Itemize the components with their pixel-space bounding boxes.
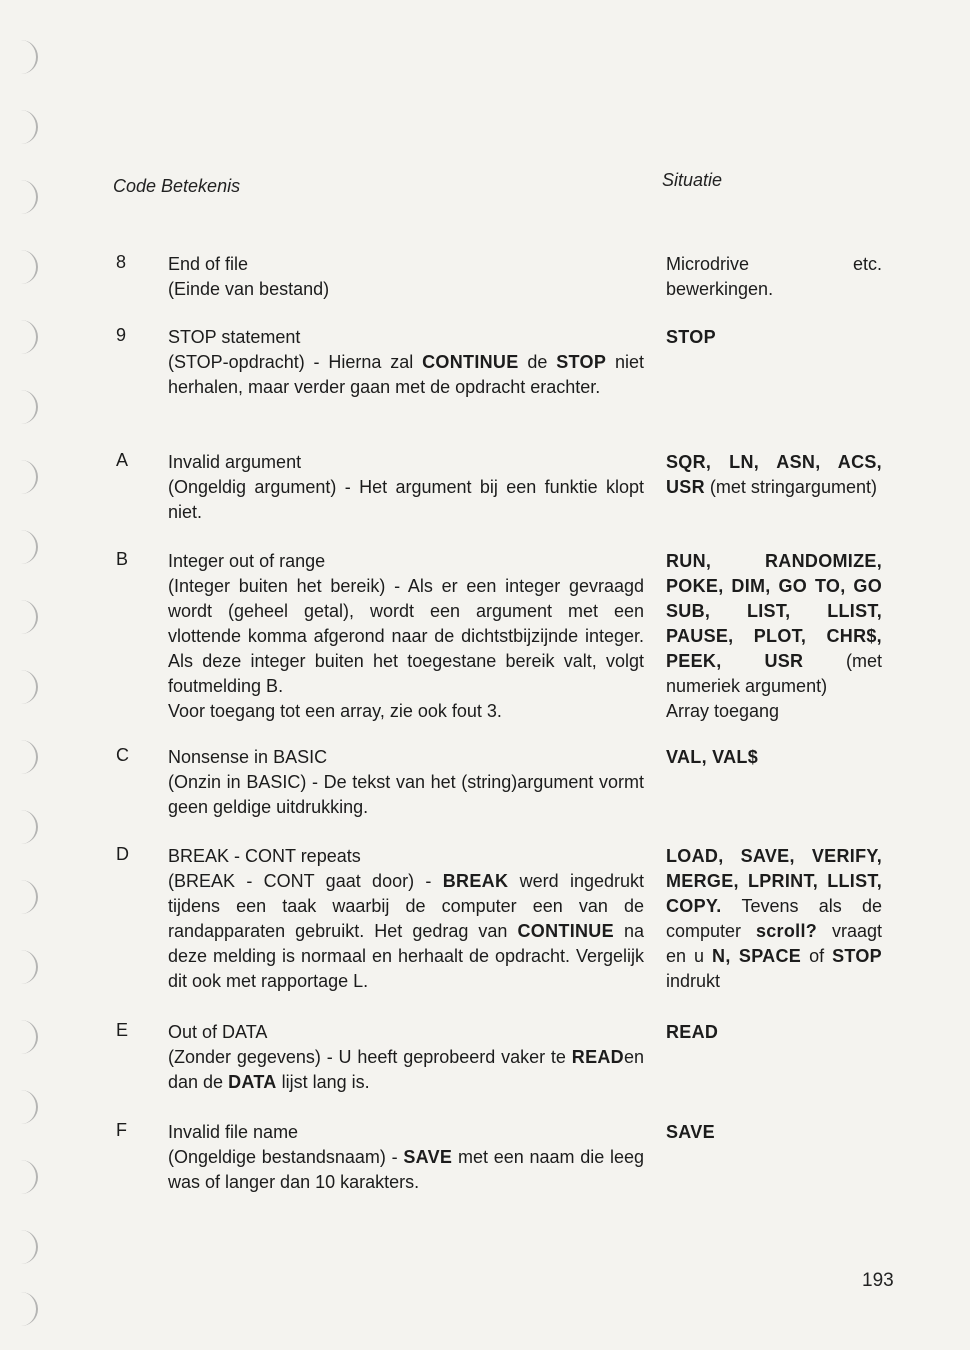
keyword-text: N, SPACE <box>712 946 802 966</box>
error-explanation <box>168 770 644 820</box>
keyword-text: STOP <box>666 327 716 347</box>
text-run: of <box>801 946 833 966</box>
error-code: 9 <box>116 325 127 345</box>
error-description <box>168 450 644 525</box>
text-run: (Ongeldige bestandsnaam) - <box>168 1147 404 1167</box>
error-description <box>168 1120 644 1195</box>
error-situation <box>666 1020 882 1045</box>
error-code: 8 <box>116 252 127 272</box>
error-description <box>168 1020 644 1095</box>
error-description <box>168 844 644 994</box>
text-run: (STOP-opdracht) - Hierna zal <box>168 352 423 372</box>
text-run: Microdrive etc. bewerkingen. <box>666 254 882 299</box>
error-title: BREAK - CONT repeats <box>168 846 361 866</box>
binding-ring <box>12 320 38 354</box>
error-title: Integer out of range <box>168 551 326 571</box>
binding-ring <box>12 40 38 74</box>
error-title: End of file <box>168 254 249 274</box>
text-run: en dan de <box>168 1047 644 1092</box>
text-run: de <box>518 352 557 372</box>
error-explanation <box>168 475 644 525</box>
error-code: F <box>116 1120 127 1140</box>
text-run: na deze melding is normaal en herhaalt de opdracht. Vergelijk dit ook met rapportage L. <box>168 921 644 991</box>
error-title: Invalid file name <box>168 1122 299 1142</box>
keyword-text: DATA <box>228 1072 277 1092</box>
error-situation <box>666 252 882 302</box>
binding-ring <box>12 110 38 144</box>
keyword-text: RUN, RANDOMIZE, POKE, DIM, GO TO, GO SUB, LIST, LLIST, PAUSE, PLOT, CHR$, PEEK, USR <box>666 551 882 671</box>
binding-ring <box>12 1230 38 1264</box>
binding-ring <box>12 390 38 424</box>
keyword-text: scroll? <box>755 921 818 941</box>
text-run: Voor toegang tot een array, zie ook fout 3. <box>168 701 502 721</box>
keyword-text: READ <box>666 1022 719 1042</box>
text-run: (met stringargument) <box>704 477 877 497</box>
keyword-text: BREAK <box>442 871 509 891</box>
ring-binding-holes <box>12 30 52 1330</box>
keyword-text: LOAD, SAVE, VERIFY, MERGE, LPRINT, LLIST, COPY. <box>666 846 882 916</box>
error-situation <box>666 844 882 994</box>
keyword-text: SAVE <box>666 1122 715 1142</box>
binding-ring <box>12 670 38 704</box>
binding-ring <box>12 810 38 844</box>
keyword-text: STOP <box>556 352 607 372</box>
error-title: Invalid argument <box>168 452 302 472</box>
error-situation <box>666 549 882 724</box>
binding-ring <box>12 1020 38 1054</box>
error-description <box>168 252 644 302</box>
keyword-text: STOP <box>832 946 882 966</box>
error-description <box>168 325 644 400</box>
keyword-text: SQR, LN, ASN, ACS, USR <box>666 452 882 497</box>
text-run: (Onzin in BASIC) - De tekst van het (string)argument vormt geen geldige uitdrukking. <box>168 772 644 817</box>
error-explanation <box>168 1145 644 1195</box>
error-code: C <box>116 745 129 765</box>
binding-ring <box>12 1292 38 1326</box>
text-run: niet herhalen, maar verder gaan met de opdracht erachter. <box>168 352 645 397</box>
binding-ring <box>12 1160 38 1194</box>
text-run: Tevens als de computer <box>666 896 882 941</box>
error-code: E <box>116 1020 129 1040</box>
error-title: Out of DATA <box>168 1022 268 1042</box>
error-situation <box>666 745 882 770</box>
keyword-text: CONTINUE <box>517 921 614 941</box>
keyword-text: CONTINUE <box>422 352 519 372</box>
error-explanation <box>168 1045 644 1095</box>
error-description <box>168 745 644 820</box>
error-situation <box>666 450 882 500</box>
page-number: 193 <box>862 1270 894 1291</box>
error-code: B <box>116 549 129 569</box>
error-explanation <box>168 350 644 400</box>
error-explanation <box>168 574 644 724</box>
error-description <box>168 549 644 724</box>
binding-ring <box>12 950 38 984</box>
text-run: lijst lang is. <box>276 1072 370 1092</box>
keyword-text: SAVE <box>403 1147 453 1167</box>
error-explanation <box>168 277 644 302</box>
text-run: vraagt en u <box>666 921 882 966</box>
text-run: (Zonder gegevens) - U heeft geprobeerd vaker te <box>168 1047 572 1067</box>
text-run: (BREAK - CONT gaat door) - <box>168 871 443 891</box>
error-title: Nonsense in BASIC <box>168 747 328 767</box>
column-header-situation: Situatie <box>662 170 723 190</box>
keyword-text: VAL, VAL$ <box>666 747 759 767</box>
error-situation <box>666 1120 882 1145</box>
text-run: (Integer buiten het bereik) - Als er een integer gevraagd wordt (geheel getal), wordt een argument met een vlottende komma afgerond naar de dichtstbijzijnde integer. Als deze integer buiten het toegestane bereik valt, volgt foutmelding B. <box>168 576 644 696</box>
column-header-code-meaning: Code Betekenis <box>113 176 241 196</box>
text-run: (Einde van bestand) <box>168 279 330 299</box>
error-explanation <box>168 869 644 994</box>
binding-ring <box>12 880 38 914</box>
binding-ring <box>12 250 38 284</box>
text-run: (Ongeldig argument) - Het argument bij een funktie klopt niet. <box>168 477 644 522</box>
text-run: met een naam die leeg was of langer dan 10 karakters. <box>168 1147 644 1192</box>
error-code: A <box>116 450 129 470</box>
error-situation <box>666 325 882 350</box>
text-run: werd ingedrukt tijdens een taak waarbij de computer een van de randapparaten gebruikt. Het gedrag van <box>168 871 644 941</box>
text-run: (met numeriek argument) <box>666 651 882 696</box>
text-run: indrukt <box>666 971 721 991</box>
text-run: Array toegang <box>666 701 780 721</box>
binding-ring <box>12 180 38 214</box>
error-title: STOP statement <box>168 327 301 347</box>
keyword-text: READ <box>571 1047 624 1067</box>
binding-ring <box>12 1090 38 1124</box>
binding-ring <box>12 600 38 634</box>
binding-ring <box>12 740 38 774</box>
error-code: D <box>116 844 129 864</box>
binding-ring <box>12 460 38 494</box>
binding-ring <box>12 530 38 564</box>
